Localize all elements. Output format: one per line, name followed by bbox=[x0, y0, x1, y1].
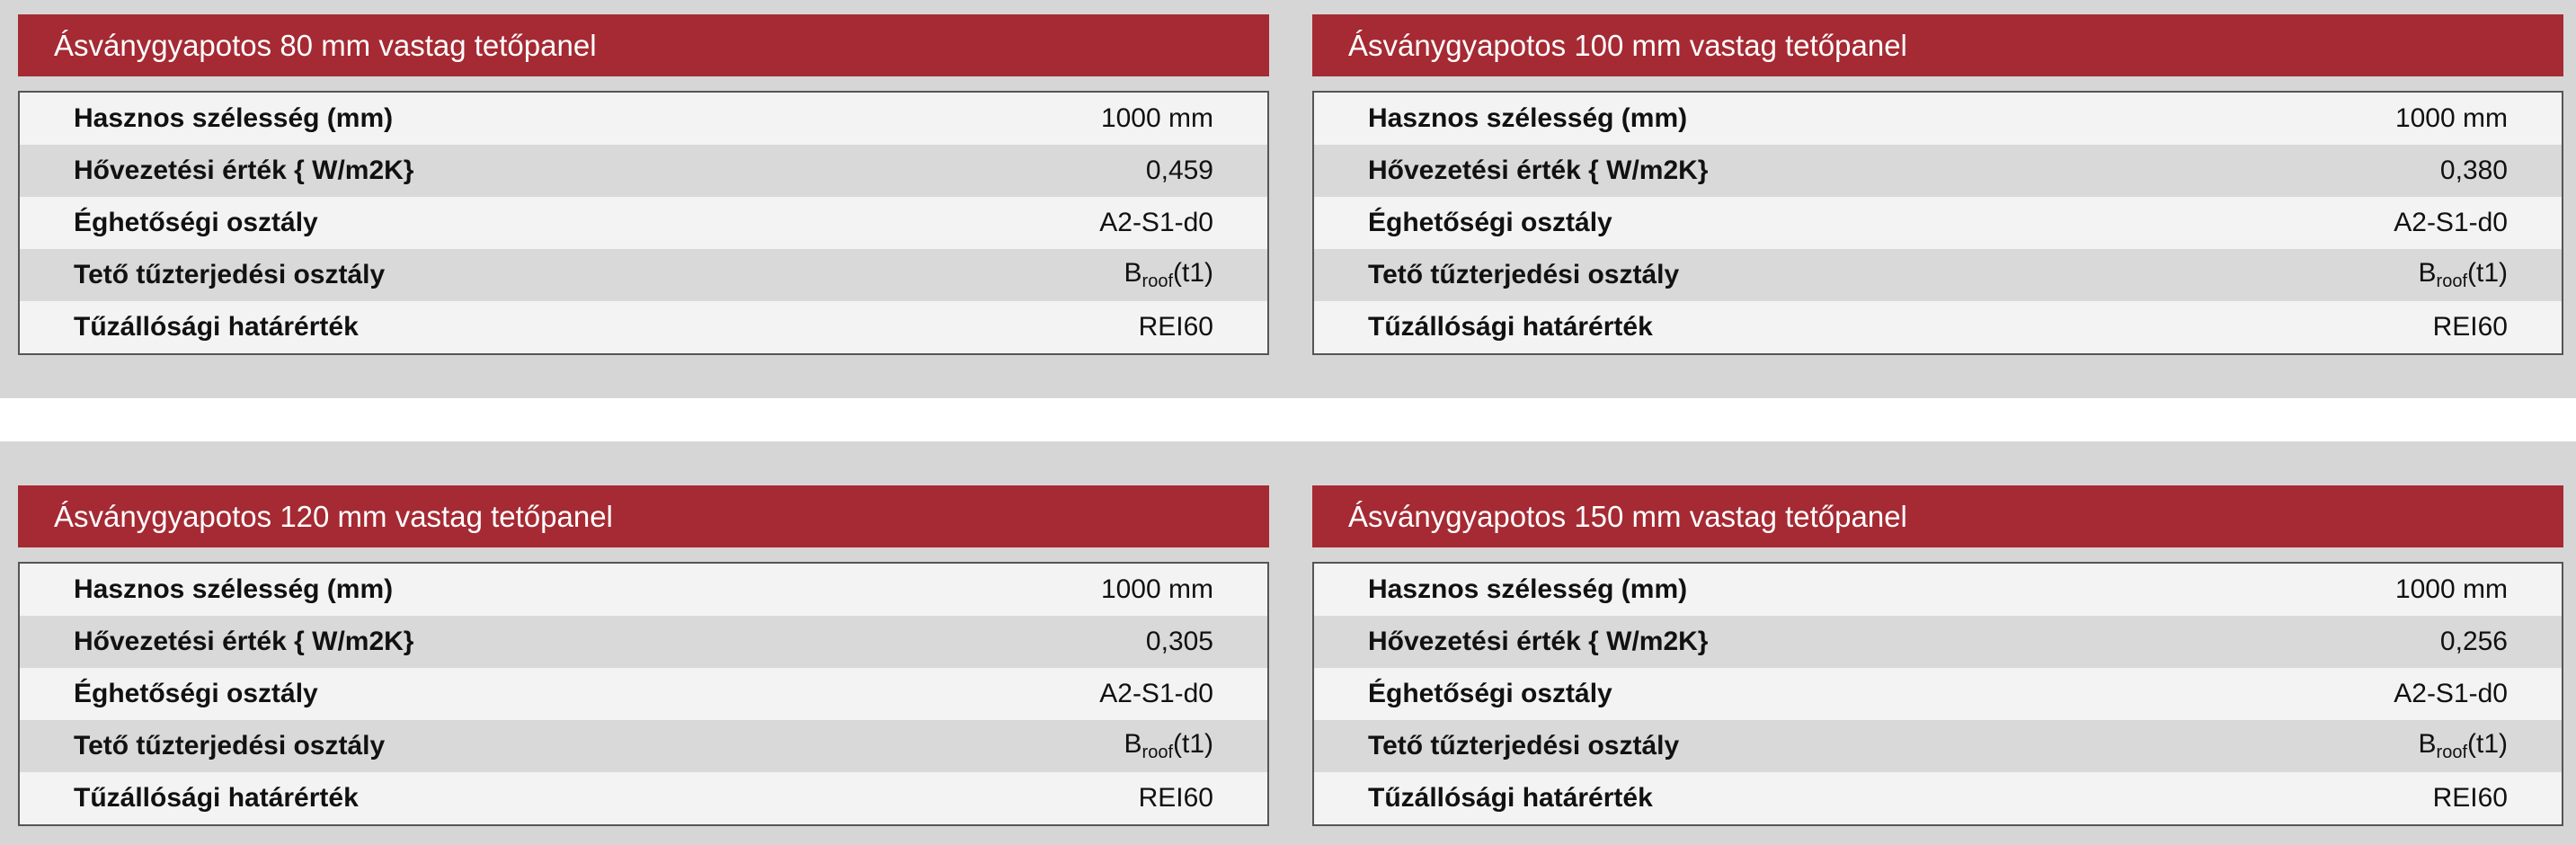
spec-table bbox=[1312, 562, 2563, 826]
spec-row-thermal bbox=[20, 616, 1267, 668]
spec-value: REI60 bbox=[2432, 312, 2508, 342]
spec-row-fire-resistance bbox=[1314, 772, 2562, 824]
spec-value-main: B bbox=[1124, 729, 1142, 759]
spec-label: Hasznos szélesség (mm) bbox=[1368, 574, 1688, 604]
spec-row-width bbox=[1314, 93, 2562, 145]
spec-value: A2-S1-d0 bbox=[1099, 679, 1213, 708]
spec-value: 0,459 bbox=[1145, 156, 1213, 185]
spec-value: 1000 mm bbox=[1100, 103, 1213, 133]
spec-value: REI60 bbox=[1138, 312, 1213, 342]
spec-label: Tűzállósági határérték bbox=[74, 312, 359, 342]
spec-label: Tető tűzterjedési osztály bbox=[1368, 260, 1680, 289]
spec-label: Tető tűzterjedési osztály bbox=[74, 731, 386, 760]
spec-value-subscript: roof bbox=[2436, 743, 2467, 762]
spec-label: Tető tűzterjedési osztály bbox=[74, 260, 386, 289]
spec-value-subscript: roof bbox=[1141, 743, 1173, 762]
spec-label: Hővezetési érték { W/m2K} bbox=[74, 156, 414, 185]
spec-value bbox=[1124, 258, 1213, 292]
spec-row-roof-fire bbox=[1314, 720, 2562, 772]
spec-value: 0,305 bbox=[1145, 627, 1213, 656]
spec-table bbox=[18, 562, 1269, 826]
spec-value-subscript: roof bbox=[2436, 271, 2467, 291]
spec-label: Tűzállósági határérték bbox=[1368, 783, 1653, 813]
spec-value-main: B bbox=[2418, 729, 2437, 759]
spec-row-width bbox=[20, 93, 1267, 145]
spec-table bbox=[18, 91, 1269, 355]
spec-label: Hasznos szélesség (mm) bbox=[1368, 103, 1688, 133]
panel-100mm bbox=[1312, 14, 2563, 355]
spec-value: A2-S1-d0 bbox=[1099, 208, 1213, 237]
spec-label: Tető tűzterjedési osztály bbox=[1368, 731, 1680, 760]
spec-value: 1000 mm bbox=[1100, 574, 1213, 604]
panel-title: Ásványgyapotos 100 mm vastag tetőpanel bbox=[1312, 14, 2563, 76]
spec-value: REI60 bbox=[2432, 783, 2508, 813]
spec-row-fire-resistance bbox=[20, 772, 1267, 824]
panel-80mm bbox=[18, 14, 1269, 355]
spec-label: Hasznos szélesség (mm) bbox=[74, 574, 394, 604]
spec-row-thermal bbox=[1314, 145, 2562, 197]
spec-value: REI60 bbox=[1138, 783, 1213, 813]
spec-value-suffix: (t1) bbox=[1173, 729, 1213, 759]
spec-value: 0,380 bbox=[2439, 156, 2508, 185]
spec-label: Éghetőségi osztály bbox=[74, 208, 318, 237]
spec-value-main: B bbox=[2418, 258, 2437, 288]
spec-value-subscript: roof bbox=[1141, 271, 1173, 291]
spec-row-roof-fire bbox=[20, 720, 1267, 772]
spec-value bbox=[1124, 729, 1213, 763]
panel-title: Ásványgyapotos 80 mm vastag tetőpanel bbox=[18, 14, 1269, 76]
spec-value-main: B bbox=[1124, 258, 1142, 288]
spec-value-suffix: (t1) bbox=[2467, 729, 2508, 759]
spec-label: Hővezetési érték { W/m2K} bbox=[1368, 627, 1709, 656]
spec-row-thermal bbox=[20, 145, 1267, 197]
spec-table bbox=[1312, 91, 2563, 355]
spec-row-roof-fire bbox=[20, 249, 1267, 301]
spec-label: Hasznos szélesség (mm) bbox=[74, 103, 394, 133]
spec-value bbox=[2419, 729, 2508, 763]
panel-150mm bbox=[1312, 485, 2563, 826]
panel-title: Ásványgyapotos 150 mm vastag tetőpanel bbox=[1312, 485, 2563, 547]
spec-value bbox=[2419, 258, 2508, 292]
spec-row-width bbox=[20, 564, 1267, 616]
spec-row-width bbox=[1314, 564, 2562, 616]
spec-row-flammability bbox=[20, 197, 1267, 249]
spec-value: 0,256 bbox=[2439, 627, 2508, 656]
spec-label: Éghetőségi osztály bbox=[74, 679, 318, 708]
spec-value: A2-S1-d0 bbox=[2394, 208, 2508, 237]
panel-title: Ásványgyapotos 120 mm vastag tetőpanel bbox=[18, 485, 1269, 547]
spec-row-flammability bbox=[1314, 668, 2562, 720]
spec-value: 1000 mm bbox=[2394, 574, 2508, 604]
spec-label: Tűzállósági határérték bbox=[74, 783, 359, 813]
spec-row-fire-resistance bbox=[1314, 301, 2562, 353]
spec-label: Tűzállósági határérték bbox=[1368, 312, 1653, 342]
spec-row-roof-fire bbox=[1314, 249, 2562, 301]
spec-value-suffix: (t1) bbox=[2467, 258, 2508, 288]
spec-row-fire-resistance bbox=[20, 301, 1267, 353]
spec-row-flammability bbox=[1314, 197, 2562, 249]
spec-value: A2-S1-d0 bbox=[2394, 679, 2508, 708]
spec-label: Hővezetési érték { W/m2K} bbox=[1368, 156, 1709, 185]
spec-label: Hővezetési érték { W/m2K} bbox=[74, 627, 414, 656]
spec-value: 1000 mm bbox=[2394, 103, 2508, 133]
spec-row-flammability bbox=[20, 668, 1267, 720]
spec-row-thermal bbox=[1314, 616, 2562, 668]
spec-label: Éghetőségi osztály bbox=[1368, 679, 1612, 708]
spec-label: Éghetőségi osztály bbox=[1368, 208, 1612, 237]
panel-120mm bbox=[18, 485, 1269, 826]
spec-value-suffix: (t1) bbox=[1173, 258, 1213, 288]
